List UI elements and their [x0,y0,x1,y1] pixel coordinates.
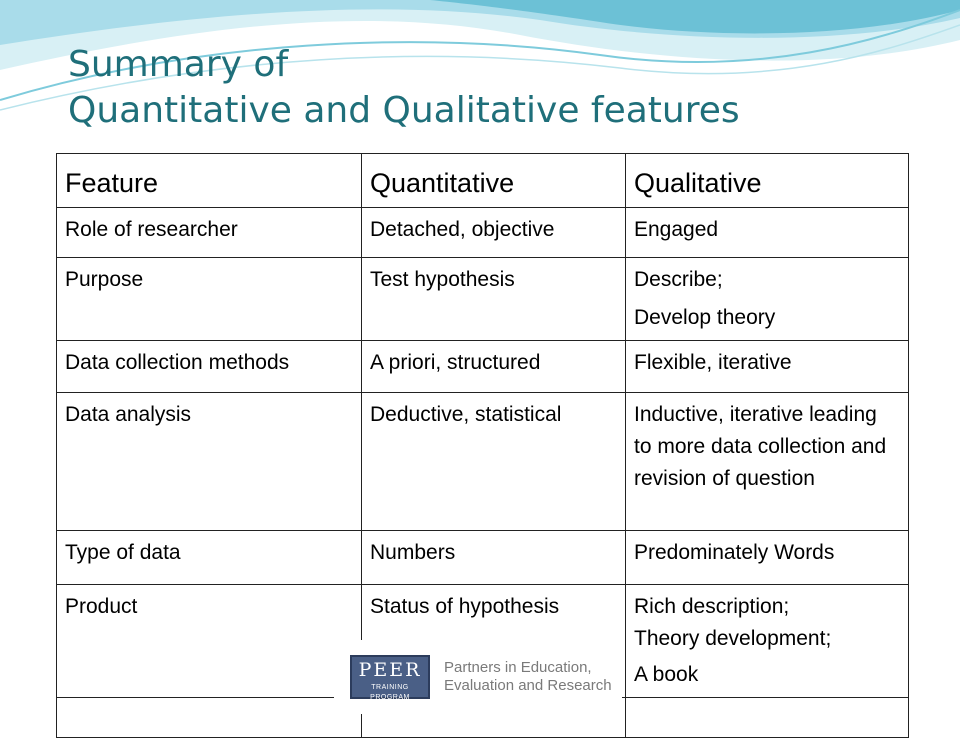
logo-line-1: Partners in Education, [444,659,592,676]
peer-logo [334,640,622,714]
table-row [57,393,909,531]
table-row [57,208,909,258]
qualitative-line: Describe; [634,268,723,291]
qualitative-line: Flexible, iterative [634,351,792,374]
logo-mark-text: PEER [358,659,422,681]
table-row [57,531,909,585]
title-line-1: Summary of [68,44,289,85]
quantitative-cell: A priori, structured [362,341,626,393]
qualitative-cell [626,698,909,738]
slide-title [68,42,928,134]
quantitative-cell: Status of hypothesis [362,585,626,698]
quantitative-cell: Deductive, statistical [362,393,626,531]
quantitative-cell: Numbers [362,531,626,585]
feature-cell: Data analysis [57,393,362,531]
feature-cell: Product [57,585,362,698]
qualitative-line: Develop theory [634,306,776,329]
feature-cell: Purpose [57,258,362,341]
qualitative-line: Rich description; [634,595,790,618]
qualitative-cell [626,258,909,341]
qualitative-cell [626,585,909,698]
qualitative-line: Predominately Words [634,541,835,564]
qualitative-cell [626,531,909,585]
qualitative-line: Engaged [634,218,719,241]
feature-cell: Role of researcher [57,208,362,258]
title-line-2: Quantitative and Qualitative features [68,90,740,131]
logo-line-2: Evaluation and Research [444,677,612,694]
feature-cell: Data collection methods [57,341,362,393]
table-row [57,258,909,341]
feature-cell [57,698,362,738]
table-header-row [57,154,909,208]
quantitative-cell: Test hypothesis [362,258,626,341]
logo-organization-name [444,659,612,695]
qualitative-cell [626,208,909,258]
header-qualitative: Qualitative [626,154,909,208]
quantitative-cell: Detached, objective [362,208,626,258]
feature-cell: Type of data [57,531,362,585]
logo-mark-subtext: TRAINING PROGRAM [370,684,410,701]
qualitative-line: A book [634,663,699,686]
header-feature: Feature [57,154,362,208]
qualitative-cell [626,341,909,393]
qualitative-line: Inductive, iterative leading to more data collection and revision of question [634,403,887,490]
qualitative-line: Theory development; [634,627,832,650]
peer-logo-mark [350,655,430,699]
header-quantitative: Quantitative [362,154,626,208]
qualitative-cell [626,393,909,531]
table-row [57,341,909,393]
